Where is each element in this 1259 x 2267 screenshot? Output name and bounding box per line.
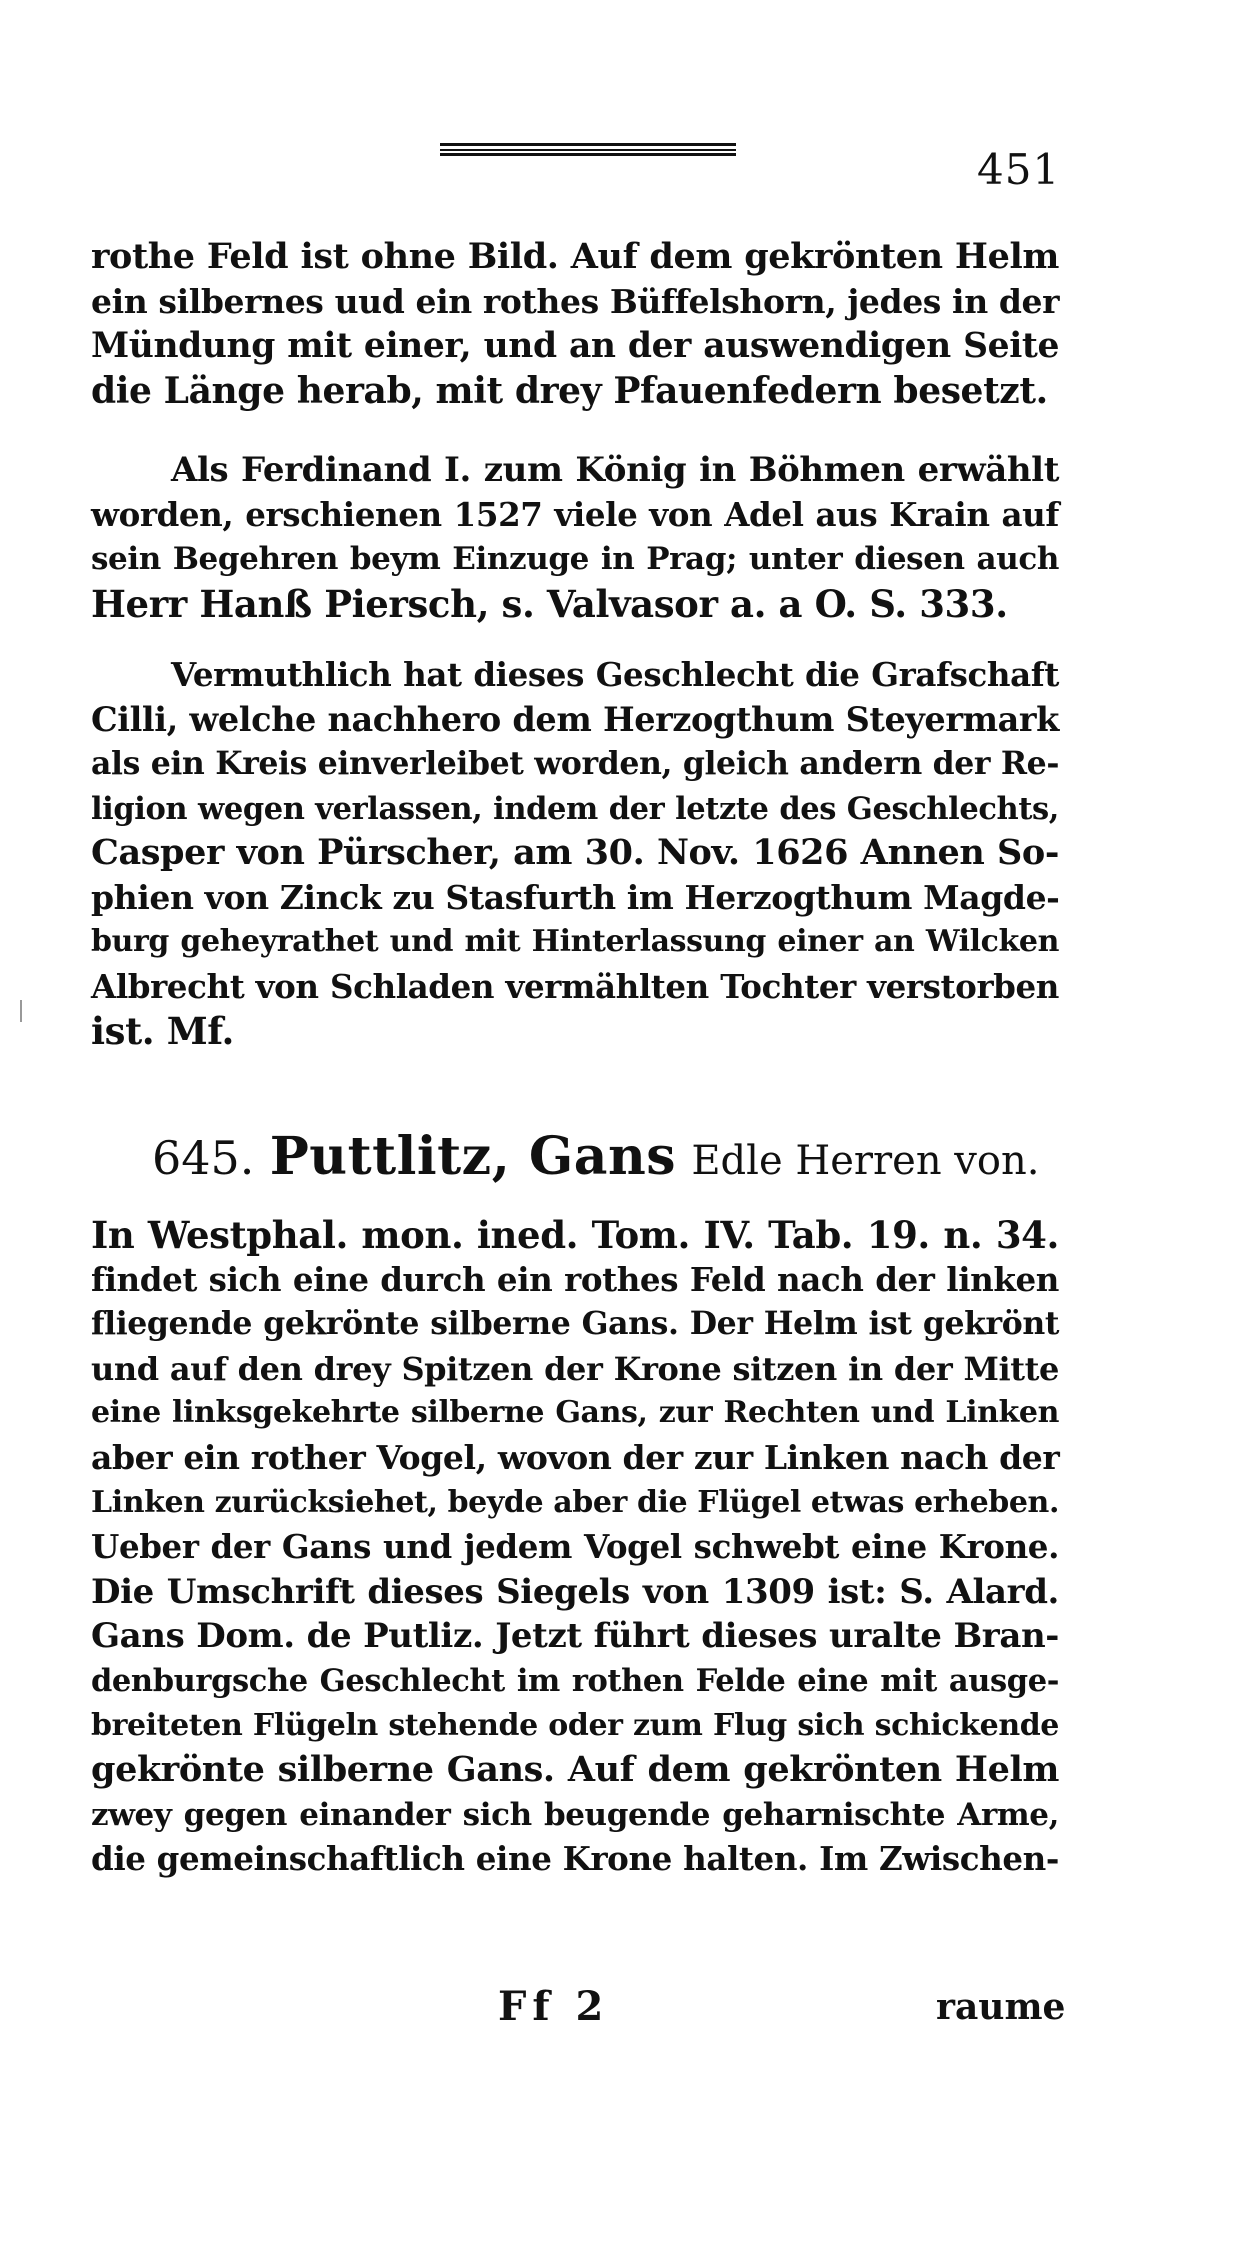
text-line: In Westphal. mon. ined. Tom. IV. Tab. 19. n. 34. xyxy=(91,1213,1059,1257)
printer-signature-mark: Ff 2 xyxy=(498,1983,610,2030)
text-line: ist. Mf. xyxy=(91,1009,234,1053)
text-line: Cilli, welche nachhero dem Herzogthum Steyermark xyxy=(91,699,1059,739)
text-line: gekrönte silberne Gans. Auf dem gekrönten Helm xyxy=(91,1749,1059,1791)
text-line: Gans Dom. de Putliz. Jetzt führt dieses uralte Bran- xyxy=(91,1616,1059,1657)
text-line: aber ein rother Vogel, wovon der zur Linken nach der xyxy=(91,1437,1060,1477)
entry-name: Puttlitz, Gans xyxy=(269,1126,677,1187)
text-line: ligion wegen verlassen, indem der letzte des Geschlechts, xyxy=(91,790,1059,827)
paragraph-continuation xyxy=(91,235,1059,413)
text-line: burg geheyrathet und mit Hinterlassung einer an Wilcken xyxy=(91,924,1059,959)
text-line: die gemeinschaftlich eine Krone halten. Im Zwischen- xyxy=(91,1839,1059,1879)
text-line: phien von Zinck zu Stasfurth im Herzogthum Magde- xyxy=(91,877,1060,917)
text-line: worden, erschienen 1527 viele von Adel aus Krain auf xyxy=(91,494,1059,534)
text-line: als ein Kreis einverleibet worden, gleich andern der Re- xyxy=(91,745,1059,782)
paragraph-cilli xyxy=(91,653,1059,1054)
page-number: 451 xyxy=(977,145,1061,194)
entry-number: 645. xyxy=(152,1131,255,1185)
text-line: breiteten Flügeln stehende oder zum Flug sich schickende xyxy=(91,1707,1059,1743)
paragraph-puttlitz xyxy=(91,1213,1059,1882)
text-line: rothe Feld ist ohne Bild. Auf dem gekrönten Helm xyxy=(91,236,1059,277)
text-line: denburgsche Geschlecht im rothen Felde eine mit ausge- xyxy=(91,1662,1059,1699)
entry-title-rest: Edle Herren von. xyxy=(691,1138,1040,1184)
text-line: Herr Hanß Piersch, s. Valvasor a. a O. S. 333. xyxy=(91,581,1008,626)
text-line: Casper von Pürscher, am 30. Nov. 1626 Annen So- xyxy=(91,832,1059,873)
rule-line xyxy=(440,143,736,146)
text-line: Vermuthlich hat dieses Geschlecht die Grafschaft xyxy=(171,655,1059,694)
text-line: zwey gegen einander sich beugende geharnischte Arme, xyxy=(91,1796,1059,1833)
text-line: und auf den drey Spitzen der Krone sitzen in der Mitte xyxy=(91,1349,1059,1388)
page-footer xyxy=(0,1983,1259,2033)
margin-speck xyxy=(20,1000,22,1022)
paragraph-ferdinand xyxy=(91,448,1059,626)
rule-line xyxy=(440,149,736,151)
text-line: sein Begehren beym Einzuge in Prag; unter diesen auch xyxy=(91,541,1059,577)
text-line: findet sich eine durch ein rothes Feld nach der linken xyxy=(91,1259,1059,1299)
rule-line xyxy=(440,153,736,156)
text-line: fliegende gekrönte silberne Gans. Der Helm ist gekrönt xyxy=(91,1305,1059,1343)
text-line: Die Umschrift dieses Siegels von 1309 ist: S. Alard. xyxy=(91,1571,1059,1612)
text-line: Als Ferdinand I. zum König in Böhmen erwählt xyxy=(171,450,1059,490)
text-line: eine linksgekehrte silberne Gans, zur Rechten und Linken xyxy=(91,1395,1059,1431)
text-line: Ueber der Gans und jedem Vogel schwebt eine Krone. xyxy=(91,1527,1059,1567)
catchword: raume xyxy=(936,1986,1066,2028)
text-line: die Länge herab, mit drey Pfauenfedern besetzt. xyxy=(91,369,1048,412)
text-line: ein silbernes uud ein rothes Büffelshorn, jedes in der xyxy=(91,281,1060,321)
text-line: Albrecht von Schladen vermählten Tochter verstorben xyxy=(91,966,1059,1006)
text-line: Mündung mit einer, und an der auswendigen Seite xyxy=(91,326,1059,366)
header-ornament-rule xyxy=(440,143,736,157)
entry-heading xyxy=(152,1126,1040,1191)
text-line: Linken zurücksiehet, beyde aber die Flügel etwas erheben. xyxy=(91,1484,1059,1520)
